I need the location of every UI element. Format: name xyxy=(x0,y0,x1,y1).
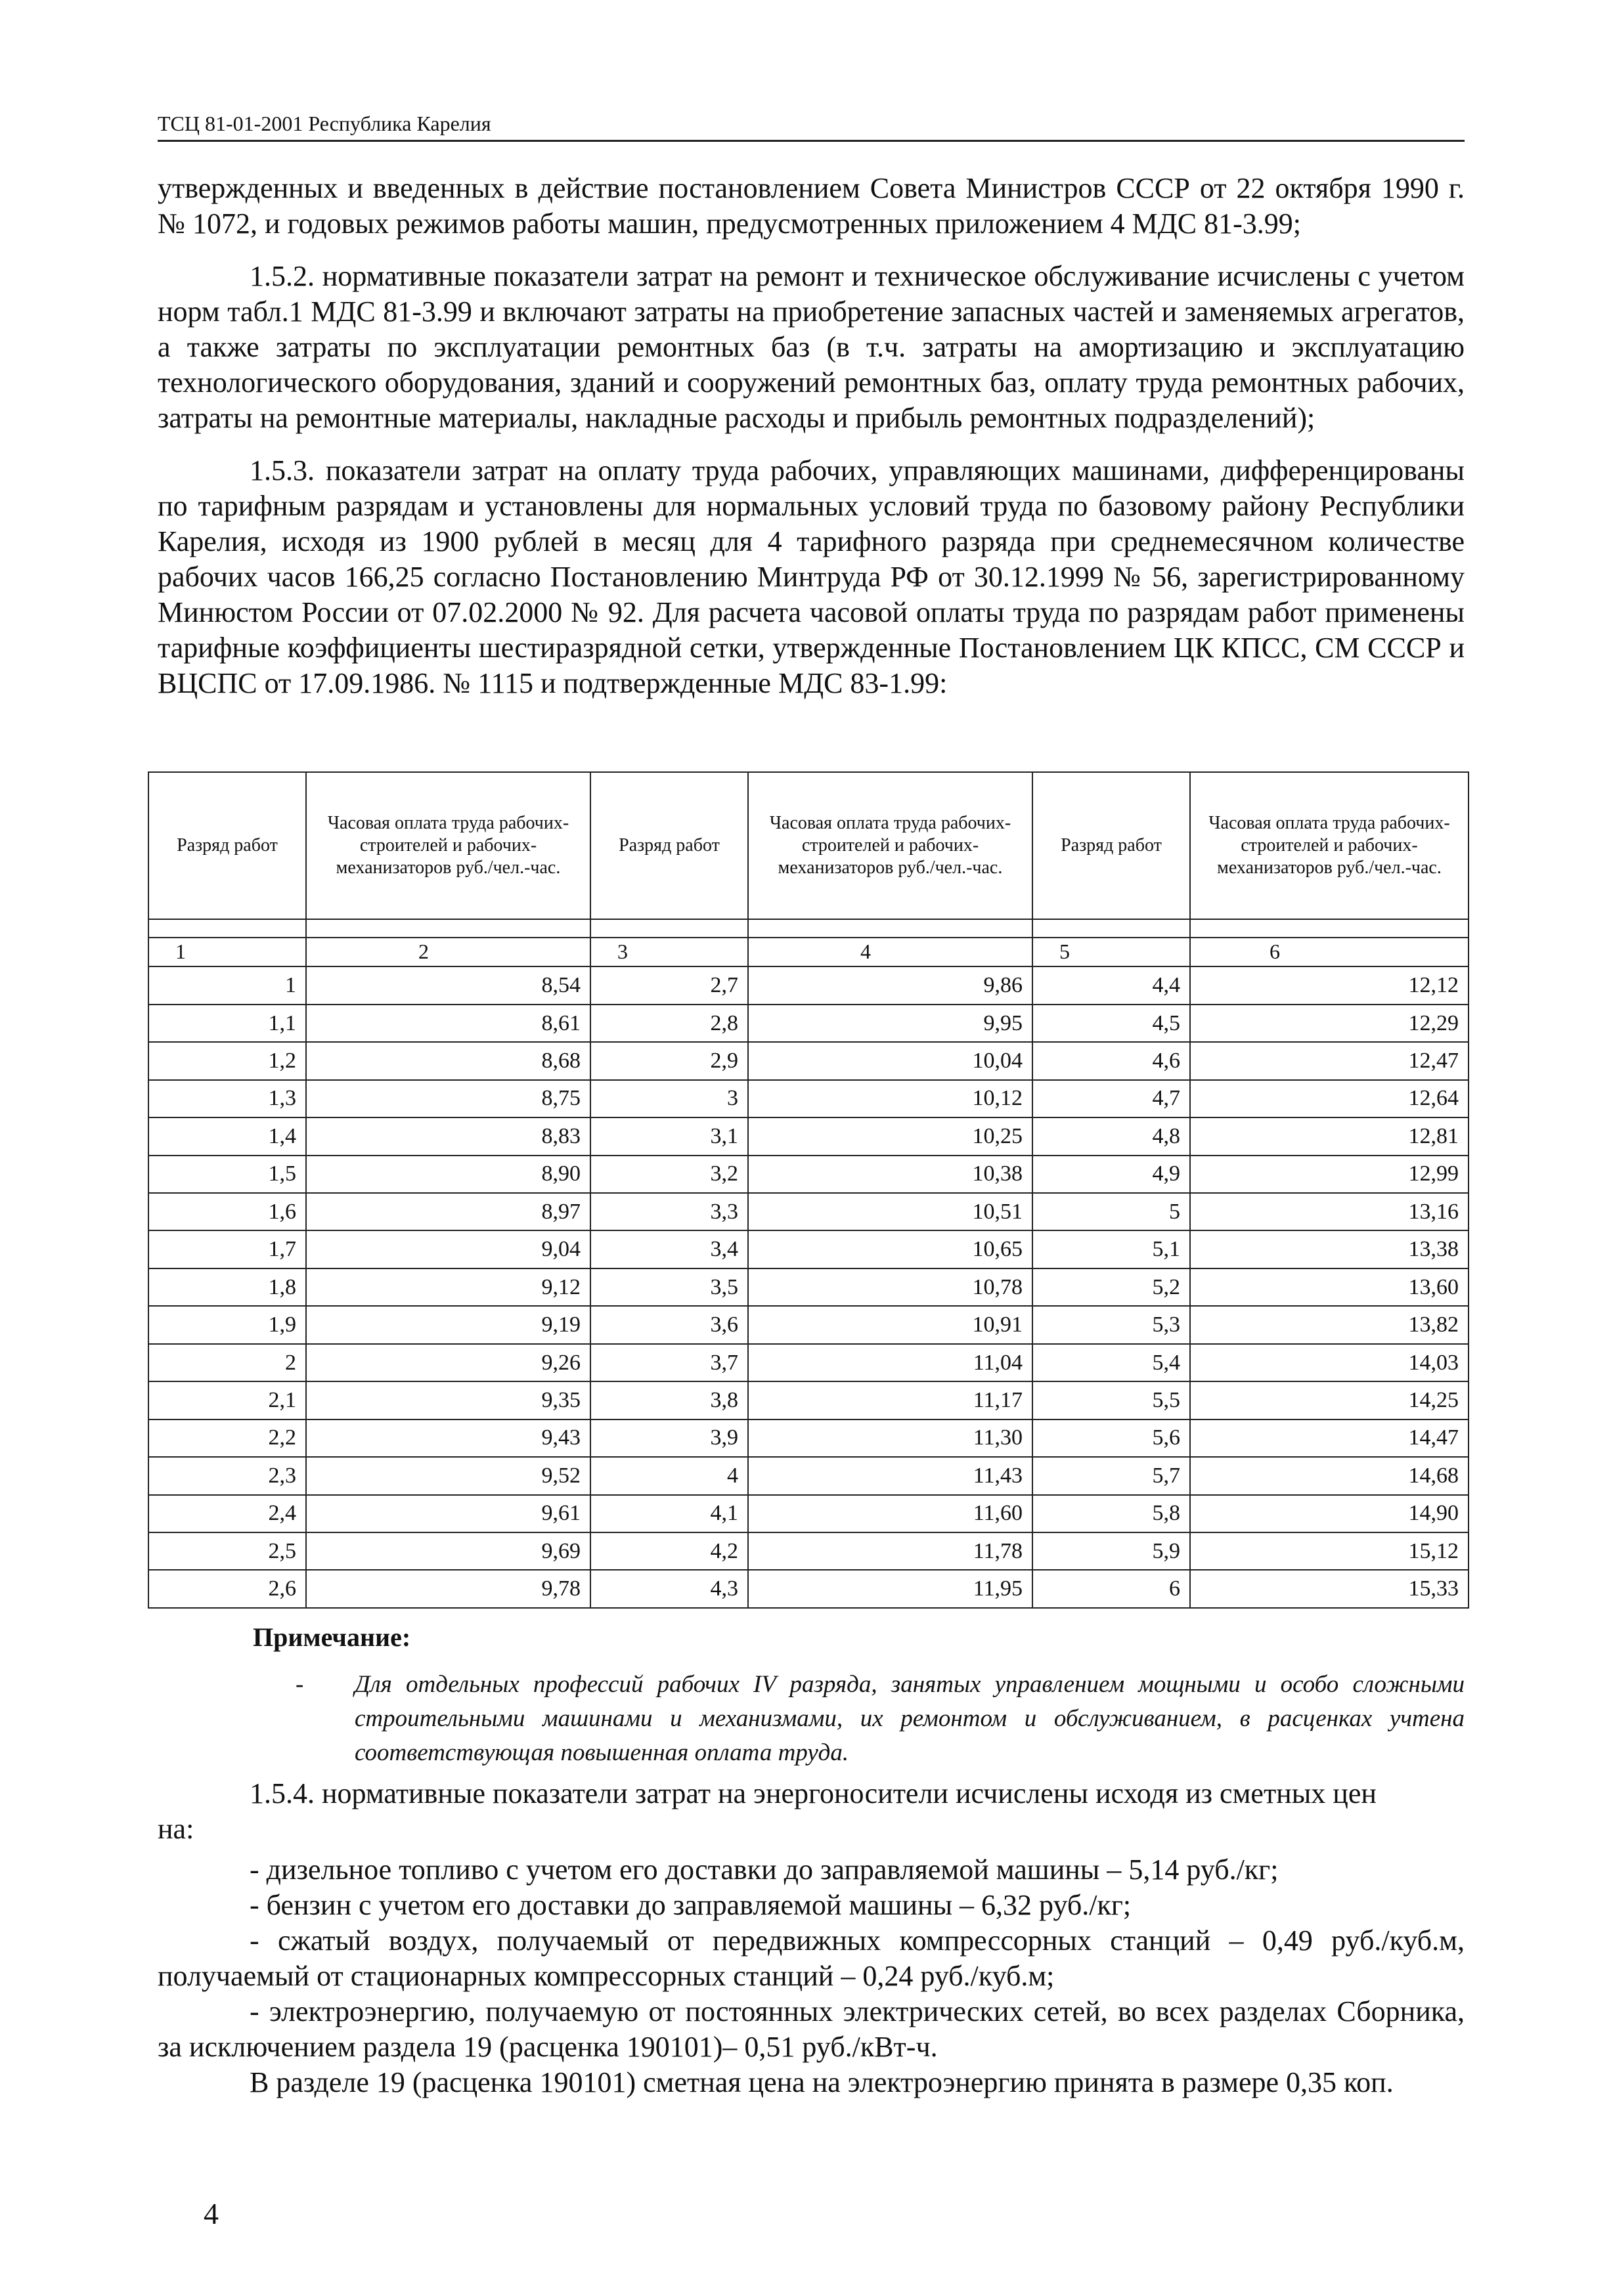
table-cell: 2,7 xyxy=(590,966,748,1004)
table-cell: 9,43 xyxy=(306,1419,590,1457)
table-cell: 3,8 xyxy=(590,1381,748,1419)
table-cell: 10,91 xyxy=(748,1306,1032,1343)
table-cell: 1,1 xyxy=(148,1005,306,1042)
table-cell: 8,83 xyxy=(306,1117,590,1155)
table-cell: 12,47 xyxy=(1190,1042,1469,1079)
table-cell: 3 xyxy=(590,1080,748,1117)
table-cell: 11,95 xyxy=(748,1570,1032,1608)
table-cell: 9,95 xyxy=(748,1005,1032,1042)
paragraph-1-5-4: 1.5.4. нормативные показатели затрат на энергоносители исчислены исходя из сметных цен xyxy=(250,1777,1377,1809)
table-cell: 2,9 xyxy=(590,1042,748,1079)
table-row xyxy=(148,1306,1469,1343)
table-cell: 2,4 xyxy=(148,1495,306,1532)
column-number: 5 xyxy=(1032,938,1190,967)
table-cell: 4,6 xyxy=(1032,1042,1190,1079)
table-cell: 9,52 xyxy=(306,1457,590,1494)
table-cell: 4,4 xyxy=(1032,966,1190,1004)
table-cell: 3,5 xyxy=(590,1268,748,1306)
table-cell: 12,81 xyxy=(1190,1117,1469,1155)
table-column-numbers xyxy=(148,938,1469,967)
table-cell: 2,5 xyxy=(148,1532,306,1570)
table-row xyxy=(148,1419,1469,1457)
table-cell: 4,2 xyxy=(590,1532,748,1570)
table-cell: 11,30 xyxy=(748,1419,1032,1457)
paragraph-final: В разделе 19 (расценка 190101) сметная цена на электроэнергию принята в размере 0,35 коп. xyxy=(250,2066,1394,2098)
column-number: 1 xyxy=(148,938,306,967)
column-number: 6 xyxy=(1190,938,1469,967)
table-row xyxy=(148,1156,1469,1193)
table-cell: 2,1 xyxy=(148,1381,306,1419)
table-row xyxy=(148,1532,1469,1570)
list-item-compressed-air: - сжатый воздух, получаемый от передвижных компрессорных станций – 0,49 руб./куб.м, получаемый от стационарных компрессорных станций – 0,24 руб./куб.м; xyxy=(158,1924,1465,1992)
table-cell: 11,43 xyxy=(748,1457,1032,1494)
table-cell: 9,86 xyxy=(748,966,1032,1004)
table-cell: 3,1 xyxy=(590,1117,748,1155)
table-row xyxy=(148,1495,1469,1532)
table-cell: 2,2 xyxy=(148,1419,306,1457)
table-cell: 14,25 xyxy=(1190,1381,1469,1419)
table-cell: 1,4 xyxy=(148,1117,306,1155)
table-row xyxy=(148,1457,1469,1494)
table-cell: 11,17 xyxy=(748,1381,1032,1419)
table-cell: 3,9 xyxy=(590,1419,748,1457)
table-cell: 8,75 xyxy=(306,1080,590,1117)
table-cell: 5 xyxy=(1032,1193,1190,1230)
header-grade-2: Разряд работ xyxy=(590,772,748,919)
table-cell: 4,9 xyxy=(1032,1156,1190,1193)
table-cell: 1,6 xyxy=(148,1193,306,1230)
table-cell: 14,03 xyxy=(1190,1344,1469,1381)
table-cell: 12,12 xyxy=(1190,966,1469,1004)
header-grade-1: Разряд работ xyxy=(148,772,306,919)
table-cell: 9,19 xyxy=(306,1306,590,1343)
table-cell: 1 xyxy=(148,966,306,1004)
table-cell: 9,04 xyxy=(306,1230,590,1268)
table-cell: 3,7 xyxy=(590,1344,748,1381)
table-cell: 10,04 xyxy=(748,1042,1032,1079)
table-cell: 2 xyxy=(148,1344,306,1381)
table-cell: 5,9 xyxy=(1032,1532,1190,1570)
table-cell: 2,3 xyxy=(148,1457,306,1494)
page-number: 4 xyxy=(204,2197,219,2230)
table-cell: 3,6 xyxy=(590,1306,748,1343)
note-dash: - xyxy=(296,1671,304,1698)
table-cell: 1,7 xyxy=(148,1230,306,1268)
table-cell: 13,38 xyxy=(1190,1230,1469,1268)
table-cell: 5,5 xyxy=(1032,1381,1190,1419)
table-row xyxy=(148,1570,1469,1608)
list-item-diesel: - дизельное топливо с учетом его доставки до заправляемой машины – 5,14 руб./кг; xyxy=(250,1853,1279,1886)
table-cell: 8,90 xyxy=(306,1156,590,1193)
table-cell: 10,78 xyxy=(748,1268,1032,1306)
table-cell: 15,12 xyxy=(1190,1532,1469,1570)
table-cell: 3,3 xyxy=(590,1193,748,1230)
table-cell: 11,04 xyxy=(748,1344,1032,1381)
table-cell: 5,6 xyxy=(1032,1419,1190,1457)
table-row xyxy=(148,1005,1469,1042)
column-number: 3 xyxy=(590,938,748,967)
table-cell: 9,78 xyxy=(306,1570,590,1608)
table-cell: 10,51 xyxy=(748,1193,1032,1230)
table-cell: 12,99 xyxy=(1190,1156,1469,1193)
table-cell: 9,69 xyxy=(306,1532,590,1570)
header-rate-2: Часовая оплата труда рабочих-строителей и рабочих-механизаторов руб./чел.-час. xyxy=(748,772,1032,919)
table-cell: 6 xyxy=(1032,1570,1190,1608)
table-cell: 4,3 xyxy=(590,1570,748,1608)
running-header: ТСЦ 81-01-2001 Республика Карелия xyxy=(158,112,1465,142)
table-cell: 13,60 xyxy=(1190,1268,1469,1306)
table-cell: 9,26 xyxy=(306,1344,590,1381)
table-cell: 1,9 xyxy=(148,1306,306,1343)
table-cell: 1,5 xyxy=(148,1156,306,1193)
table-cell: 13,16 xyxy=(1190,1193,1469,1230)
table-cell: 8,54 xyxy=(306,966,590,1004)
table-cell: 10,65 xyxy=(748,1230,1032,1268)
table-row xyxy=(148,1117,1469,1155)
table-cell: 1,3 xyxy=(148,1080,306,1117)
table-row xyxy=(148,1344,1469,1381)
table-cell: 14,90 xyxy=(1190,1495,1469,1532)
tariff-rates-table xyxy=(148,771,1469,1609)
table-cell: 11,78 xyxy=(748,1532,1032,1570)
table-cell: 10,12 xyxy=(748,1080,1032,1117)
table-row xyxy=(148,1230,1469,1268)
table-cell: 3,2 xyxy=(590,1156,748,1193)
table-cell: 10,38 xyxy=(748,1156,1032,1193)
table-cell: 2,8 xyxy=(590,1005,748,1042)
table-cell: 2,6 xyxy=(148,1570,306,1608)
paragraph-intro: утвержденных и введенных в действие постановлением Совета Министров СССР от 22 октября 1990 г. № 1072, и годовых режимов работы машин, предусмотренных приложением 4 МДС 81-3.99; xyxy=(158,172,1465,240)
table-cell: 9,35 xyxy=(306,1381,590,1419)
table-spacer-row xyxy=(148,919,1469,938)
header-grade-3: Разряд работ xyxy=(1032,772,1190,919)
paragraph-1-5-4-continuation: на: xyxy=(158,1813,194,1845)
table-cell: 5,2 xyxy=(1032,1268,1190,1306)
column-number: 2 xyxy=(306,938,590,967)
table-cell: 8,68 xyxy=(306,1042,590,1079)
table-row xyxy=(148,1042,1469,1079)
table-header-row xyxy=(148,772,1469,919)
paragraph-1-5-3: 1.5.3. показатели затрат на оплату труда рабочих, управляющих машинами, дифференцированы по тарифным разрядам и установлены для нормальных условий труда по базовому району Республики Карелия, исходя из 1900 рублей в месяц для 4 тарифного разряда при среднемесячном количестве рабочих часов 166,25 согласно Постановлению Минтруда РФ от 30.12.1999 № 56, зарегистрированному Минюстом России от 07.02.2000 № 92. Для расчета часовой оплаты труда по разрядам работ применены тарифные коэффициенты шестиразрядной сетки, утвержденные Постановлением ЦК КПСС, СМ СССР и ВЦСПС от 17.09.1986. № 1115 и подтвержденные МДС 83-1.99: xyxy=(158,454,1465,699)
column-number: 4 xyxy=(748,938,1032,967)
header-rate-1: Часовая оплата труда рабочих-строителей и рабочих-механизаторов руб./чел.-час. xyxy=(306,772,590,919)
table-cell: 5,3 xyxy=(1032,1306,1190,1343)
table-cell: 14,68 xyxy=(1190,1457,1469,1494)
table-cell: 9,61 xyxy=(306,1495,590,1532)
table-row xyxy=(148,1381,1469,1419)
table-cell: 8,61 xyxy=(306,1005,590,1042)
text-block-top xyxy=(158,171,1465,701)
table-row xyxy=(148,1268,1469,1306)
note-title: Примечание: xyxy=(253,1622,411,1652)
text-block-bottom xyxy=(158,1776,1465,2100)
table-cell: 4,1 xyxy=(590,1495,748,1532)
table-cell: 1,8 xyxy=(148,1268,306,1306)
table-cell: 11,60 xyxy=(748,1495,1032,1532)
table-cell: 12,64 xyxy=(1190,1080,1469,1117)
table-cell: 10,25 xyxy=(748,1117,1032,1155)
table-cell: 5,8 xyxy=(1032,1495,1190,1532)
table-cell: 4,8 xyxy=(1032,1117,1190,1155)
table-row xyxy=(148,1193,1469,1230)
table-cell: 13,82 xyxy=(1190,1306,1469,1343)
table-cell: 5,4 xyxy=(1032,1344,1190,1381)
table-cell: 5,1 xyxy=(1032,1230,1190,1268)
table-cell: 9,12 xyxy=(306,1268,590,1306)
table-cell: 3,4 xyxy=(590,1230,748,1268)
table-cell: 4,7 xyxy=(1032,1080,1190,1117)
table-row xyxy=(148,966,1469,1004)
list-item-petrol: - бензин с учетом его доставки до заправляемой машины – 6,32 руб./кг; xyxy=(250,1889,1132,1921)
table-body xyxy=(148,966,1469,1608)
list-item-electricity: - электроэнергию, получаемую от постоянных электрических сетей, во всех разделах Сборника, за исключением раздела 19 (расценка 190101)– 0,51 руб./кВт-ч. xyxy=(158,1995,1465,2063)
table-cell: 4 xyxy=(590,1457,748,1494)
table-cell: 5,7 xyxy=(1032,1457,1190,1494)
table-cell: 1,2 xyxy=(148,1042,306,1079)
table-cell: 15,33 xyxy=(1190,1570,1469,1608)
note-body xyxy=(296,1668,1465,1770)
table-cell: 8,97 xyxy=(306,1193,590,1230)
note-text: Для отдельных профессий рабочих IV разряда, занятых управлением мощными и особо сложными строительными машинами и механизмами, их ремонтом и обслуживанием, в расценках учтена соответствующая повышенная оплата труда. xyxy=(355,1671,1465,1766)
table-cell: 12,29 xyxy=(1190,1005,1469,1042)
table-cell: 4,5 xyxy=(1032,1005,1190,1042)
header-rate-3: Часовая оплата труда рабочих-строителей и рабочих-механизаторов руб./чел.-час. xyxy=(1190,772,1469,919)
table-row xyxy=(148,1080,1469,1117)
table-cell: 14,47 xyxy=(1190,1419,1469,1457)
paragraph-1-5-2: 1.5.2. нормативные показатели затрат на ремонт и техническое обслуживание исчислены с учетом норм табл.1 МДС 81-3.99 и включают затраты на приобретение запасных частей и заменяемых агрегатов, а также затраты по эксплуатации ремонтных баз (в т.ч. затраты на амортизацию и эксплуатацию технологического оборудования, зданий и сооружений ремонтных баз, оплату труда ремонтных рабочих, затраты на ремонтные материалы, накладные расходы и прибыль ремонтных подразделений); xyxy=(158,260,1465,434)
